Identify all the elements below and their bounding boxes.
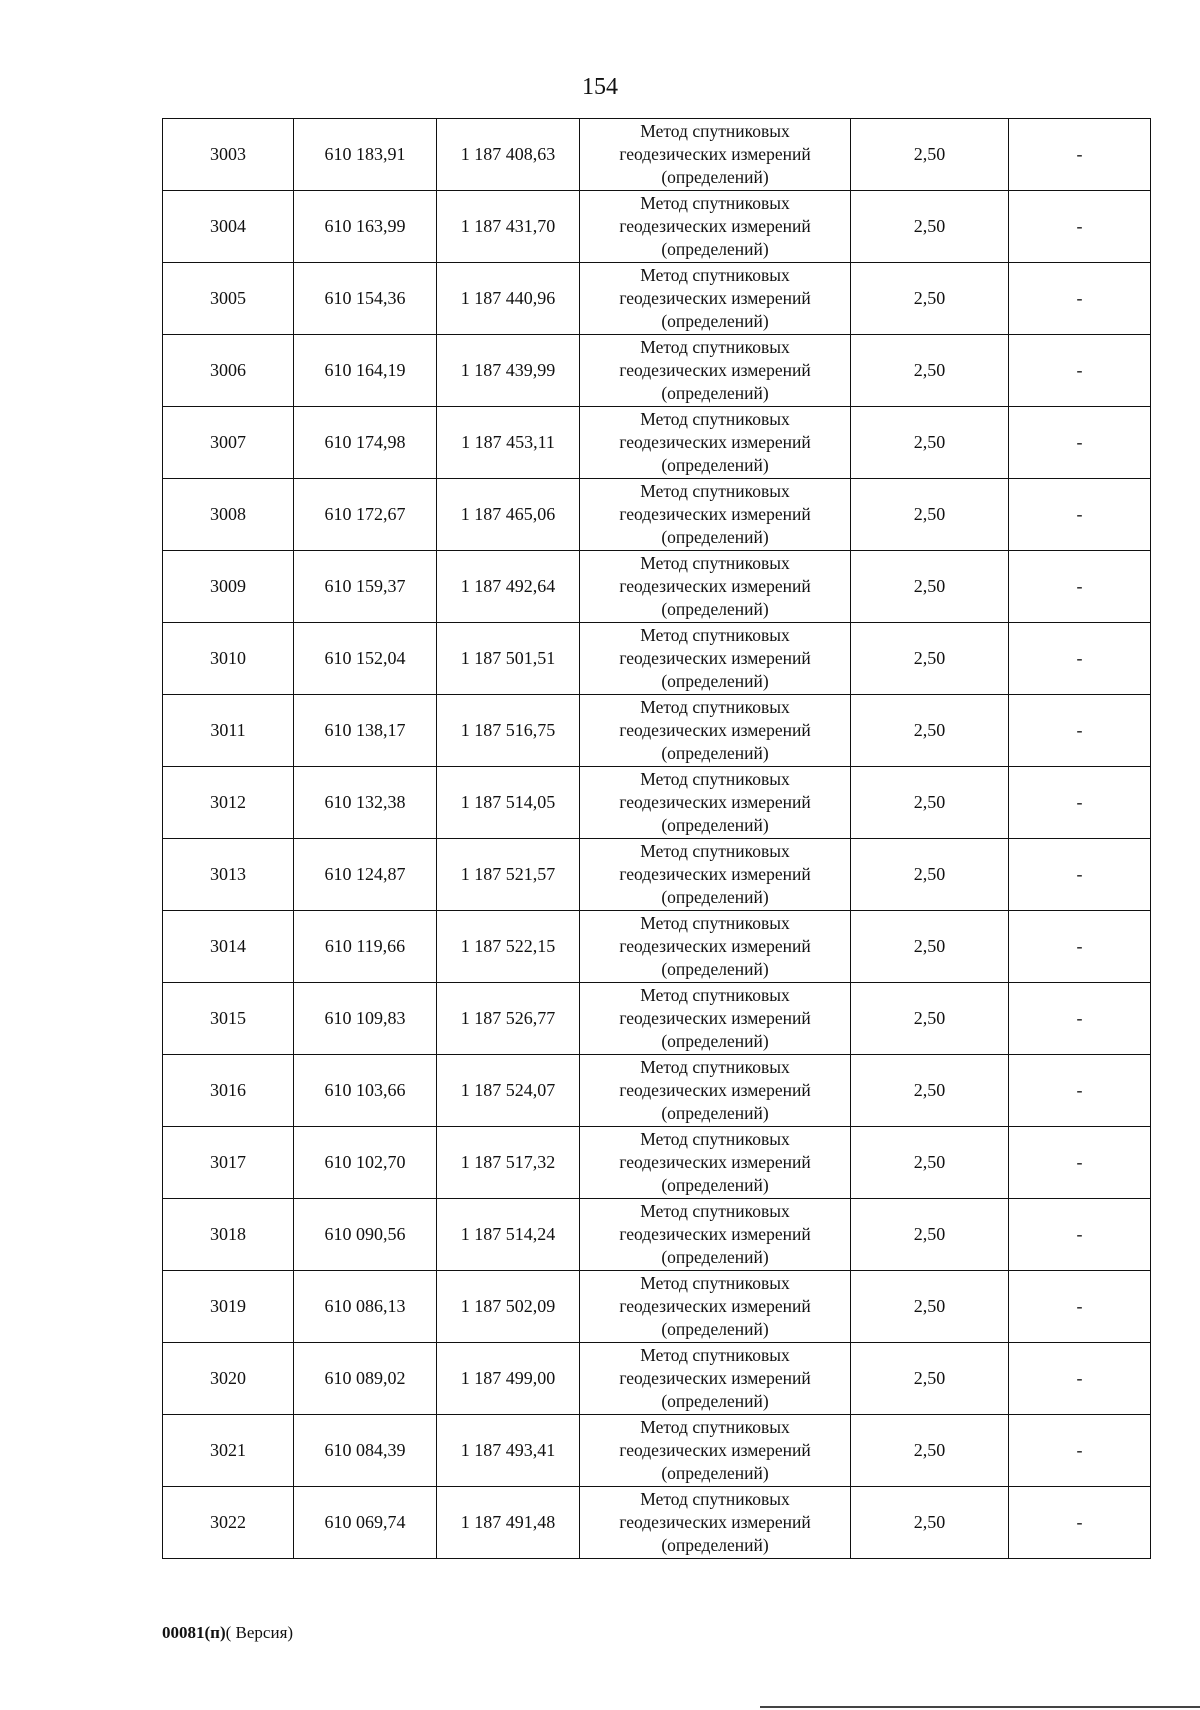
method-cell: Метод спутниковых геодезических измерений (определений) [580, 695, 851, 767]
description-cell: - [1009, 407, 1151, 479]
description-cell: - [1009, 623, 1151, 695]
accuracy-cell: 2,50 [851, 839, 1009, 911]
accuracy-cell: 2,50 [851, 1271, 1009, 1343]
point-number-cell: 3021 [163, 1415, 294, 1487]
point-number-cell: 3008 [163, 479, 294, 551]
coordinate-y-cell: 1 187 524,07 [437, 1055, 580, 1127]
coordinate-y-cell: 1 187 522,15 [437, 911, 580, 983]
coordinate-x-cell: 610 103,66 [294, 1055, 437, 1127]
description-cell: - [1009, 1127, 1151, 1199]
method-cell: Метод спутниковых геодезических измерений (определений) [580, 983, 851, 1055]
description-cell: - [1009, 1487, 1151, 1559]
accuracy-cell: 2,50 [851, 407, 1009, 479]
table-row [163, 1343, 1151, 1415]
document-code: 00081(п) [162, 1623, 226, 1642]
coordinate-x-cell: 610 090,56 [294, 1199, 437, 1271]
page-number: 154 [582, 74, 618, 100]
method-cell: Метод спутниковых геодезических измерений (определений) [580, 839, 851, 911]
accuracy-cell: 2,50 [851, 767, 1009, 839]
coordinate-y-cell: 1 187 521,57 [437, 839, 580, 911]
coordinate-y-cell: 1 187 491,48 [437, 1487, 580, 1559]
point-number-cell: 3006 [163, 335, 294, 407]
table-row [163, 839, 1151, 911]
table-row [163, 1055, 1151, 1127]
coordinate-x-cell: 610 089,02 [294, 1343, 437, 1415]
coordinate-y-cell: 1 187 501,51 [437, 623, 580, 695]
accuracy-cell: 2,50 [851, 1487, 1009, 1559]
method-cell: Метод спутниковых геодезических измерений (определений) [580, 1487, 851, 1559]
accuracy-cell: 2,50 [851, 1199, 1009, 1271]
method-cell: Метод спутниковых геодезических измерений (определений) [580, 263, 851, 335]
document-footer [162, 1623, 293, 1643]
table-row [163, 407, 1151, 479]
coordinate-x-cell: 610 172,67 [294, 479, 437, 551]
coordinate-x-cell: 610 154,36 [294, 263, 437, 335]
point-number-cell: 3012 [163, 767, 294, 839]
coordinate-x-cell: 610 159,37 [294, 551, 437, 623]
method-cell: Метод спутниковых геодезических измерений (определений) [580, 623, 851, 695]
table-row [163, 695, 1151, 767]
table-row [163, 911, 1151, 983]
coordinate-x-cell: 610 069,74 [294, 1487, 437, 1559]
point-number-cell: 3015 [163, 983, 294, 1055]
coordinate-y-cell: 1 187 492,64 [437, 551, 580, 623]
description-cell: - [1009, 911, 1151, 983]
point-number-cell: 3011 [163, 695, 294, 767]
method-cell: Метод спутниковых геодезических измерений (определений) [580, 767, 851, 839]
table-body [163, 119, 1151, 1559]
table-row [163, 1127, 1151, 1199]
table-row [163, 1271, 1151, 1343]
table-row [163, 335, 1151, 407]
description-cell: - [1009, 839, 1151, 911]
method-cell: Метод спутниковых геодезических измерений (определений) [580, 551, 851, 623]
coordinate-y-cell: 1 187 439,99 [437, 335, 580, 407]
point-number-cell: 3009 [163, 551, 294, 623]
document-version: ( Версия) [225, 1623, 294, 1642]
point-number-cell: 3013 [163, 839, 294, 911]
method-cell: Метод спутниковых геодезических измерений (определений) [580, 407, 851, 479]
coordinate-y-cell: 1 187 408,63 [437, 119, 580, 191]
coordinate-y-cell: 1 187 514,24 [437, 1199, 580, 1271]
accuracy-cell: 2,50 [851, 911, 1009, 983]
coordinate-y-cell: 1 187 431,70 [437, 191, 580, 263]
point-number-cell: 3003 [163, 119, 294, 191]
table-row [163, 1487, 1151, 1559]
table-row [163, 479, 1151, 551]
coordinate-y-cell: 1 187 453,11 [437, 407, 580, 479]
method-cell: Метод спутниковых геодезических измерений (определений) [580, 335, 851, 407]
method-cell: Метод спутниковых геодезических измерений (определений) [580, 1343, 851, 1415]
coordinate-x-cell: 610 152,04 [294, 623, 437, 695]
accuracy-cell: 2,50 [851, 695, 1009, 767]
table-row [163, 551, 1151, 623]
coordinate-y-cell: 1 187 516,75 [437, 695, 580, 767]
point-number-cell: 3020 [163, 1343, 294, 1415]
accuracy-cell: 2,50 [851, 623, 1009, 695]
accuracy-cell: 2,50 [851, 1415, 1009, 1487]
method-cell: Метод спутниковых геодезических измерений (определений) [580, 119, 851, 191]
method-cell: Метод спутниковых геодезических измерений (определений) [580, 1199, 851, 1271]
accuracy-cell: 2,50 [851, 983, 1009, 1055]
description-cell: - [1009, 263, 1151, 335]
description-cell: - [1009, 479, 1151, 551]
method-cell: Метод спутниковых геодезических измерений (определений) [580, 191, 851, 263]
accuracy-cell: 2,50 [851, 1343, 1009, 1415]
accuracy-cell: 2,50 [851, 1055, 1009, 1127]
method-cell: Метод спутниковых геодезических измерений (определений) [580, 479, 851, 551]
accuracy-cell: 2,50 [851, 119, 1009, 191]
method-cell: Метод спутниковых геодезических измерений (определений) [580, 911, 851, 983]
description-cell: - [1009, 1343, 1151, 1415]
table-row [163, 1415, 1151, 1487]
description-cell: - [1009, 983, 1151, 1055]
accuracy-cell: 2,50 [851, 551, 1009, 623]
coordinate-y-cell: 1 187 526,77 [437, 983, 580, 1055]
description-cell: - [1009, 1415, 1151, 1487]
point-number-cell: 3022 [163, 1487, 294, 1559]
coordinate-y-cell: 1 187 499,00 [437, 1343, 580, 1415]
method-cell: Метод спутниковых геодезических измерений (определений) [580, 1055, 851, 1127]
point-number-cell: 3010 [163, 623, 294, 695]
description-cell: - [1009, 191, 1151, 263]
table-row [163, 119, 1151, 191]
point-number-cell: 3007 [163, 407, 294, 479]
accuracy-cell: 2,50 [851, 479, 1009, 551]
description-cell: - [1009, 1055, 1151, 1127]
description-cell: - [1009, 1271, 1151, 1343]
accuracy-cell: 2,50 [851, 1127, 1009, 1199]
description-cell: - [1009, 119, 1151, 191]
coordinate-x-cell: 610 102,70 [294, 1127, 437, 1199]
accuracy-cell: 2,50 [851, 263, 1009, 335]
table-row [163, 767, 1151, 839]
bottom-rule [760, 1706, 1200, 1708]
point-number-cell: 3019 [163, 1271, 294, 1343]
table-row [163, 1199, 1151, 1271]
coordinate-x-cell: 610 163,99 [294, 191, 437, 263]
coordinate-x-cell: 610 174,98 [294, 407, 437, 479]
description-cell: - [1009, 695, 1151, 767]
table-row [163, 623, 1151, 695]
accuracy-cell: 2,50 [851, 335, 1009, 407]
coordinate-y-cell: 1 187 440,96 [437, 263, 580, 335]
accuracy-cell: 2,50 [851, 191, 1009, 263]
method-cell: Метод спутниковых геодезических измерений (определений) [580, 1415, 851, 1487]
description-cell: - [1009, 767, 1151, 839]
coordinate-x-cell: 610 183,91 [294, 119, 437, 191]
coordinate-x-cell: 610 084,39 [294, 1415, 437, 1487]
point-number-cell: 3016 [163, 1055, 294, 1127]
table-row [163, 983, 1151, 1055]
coordinate-y-cell: 1 187 514,05 [437, 767, 580, 839]
coordinate-x-cell: 610 132,38 [294, 767, 437, 839]
coordinate-y-cell: 1 187 465,06 [437, 479, 580, 551]
point-number-cell: 3014 [163, 911, 294, 983]
coordinate-x-cell: 610 109,83 [294, 983, 437, 1055]
coordinate-x-cell: 610 124,87 [294, 839, 437, 911]
coordinate-x-cell: 610 164,19 [294, 335, 437, 407]
table-row [163, 263, 1151, 335]
point-number-cell: 3017 [163, 1127, 294, 1199]
coordinates-table [162, 118, 1151, 1559]
description-cell: - [1009, 551, 1151, 623]
coordinate-x-cell: 610 086,13 [294, 1271, 437, 1343]
coordinate-x-cell: 610 119,66 [294, 911, 437, 983]
point-number-cell: 3005 [163, 263, 294, 335]
coordinate-y-cell: 1 187 502,09 [437, 1271, 580, 1343]
table-row [163, 191, 1151, 263]
point-number-cell: 3004 [163, 191, 294, 263]
method-cell: Метод спутниковых геодезических измерений (определений) [580, 1271, 851, 1343]
coordinate-x-cell: 610 138,17 [294, 695, 437, 767]
description-cell: - [1009, 1199, 1151, 1271]
method-cell: Метод спутниковых геодезических измерений (определений) [580, 1127, 851, 1199]
coordinate-y-cell: 1 187 517,32 [437, 1127, 580, 1199]
coordinate-y-cell: 1 187 493,41 [437, 1415, 580, 1487]
point-number-cell: 3018 [163, 1199, 294, 1271]
description-cell: - [1009, 335, 1151, 407]
